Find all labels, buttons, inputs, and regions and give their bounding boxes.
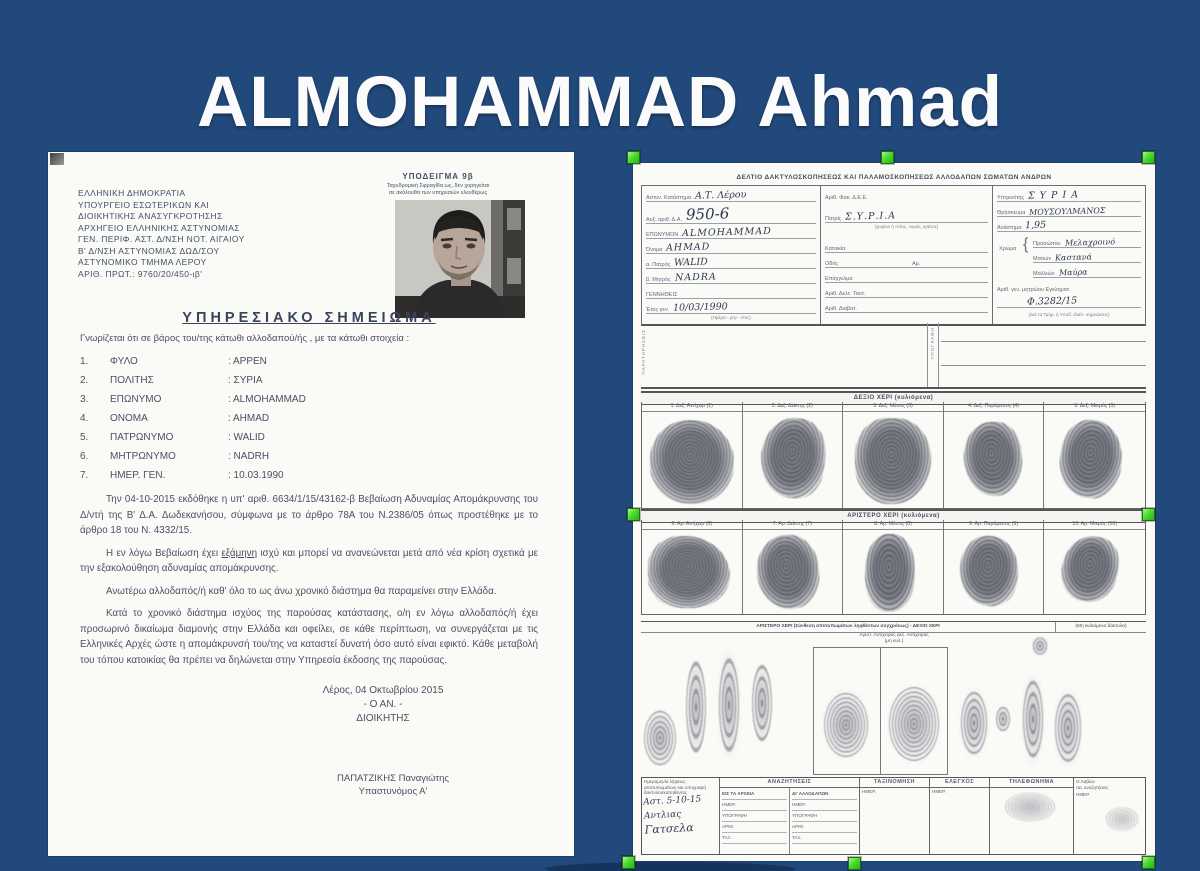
fingerprint-smudge bbox=[753, 532, 821, 611]
field-row: 7. ΗΜΕΡ. ΓΕΝ. : 10.03.1990 bbox=[80, 470, 284, 481]
selection-handle-bottom-right[interactable] bbox=[1142, 856, 1155, 869]
fingerprint-smudge bbox=[650, 420, 734, 504]
fingerprint-cell: 1. Δεξ. Αντίχειρ (1) bbox=[642, 402, 743, 508]
paragraph: Κατά το χρονικό διάστημα ισχύος της παρούσας κατάστασης, ο/η εν λόγω αλλοδαπός/ή έχει προσωρινό δικαίωμα διαμονής στην Ελλάδα και οφείλει, σε κάθε περίπτωση, να συνεργάζεται με τις Ελληνικές Αρχές ώστε η απομάκρυνσή του/της να καταστεί δυνατή όσο αυτό είναι εφικτό. Κάθε μεταβολή του τόπου κατοικίας θα πρέπει να δηλώνεται στην Υπηρεσία έκδοσης της παρούσας. bbox=[80, 608, 538, 666]
bt-col-check: ΕΛΕΓΧΟΣ ΗΜΕΡ. bbox=[930, 778, 990, 854]
ink-smudge bbox=[1104, 806, 1140, 832]
letterhead-line: ΕΛΛΗΝΙΚΗ ΔΗΜΟΚΡΑΤΙΑ bbox=[78, 188, 186, 198]
fingerprint-cell: 10. Αρ. Μικρός (10) bbox=[1044, 520, 1145, 614]
document-title: ΥΠΗΡΕΣΙΑΚΟ ΣΗΜΕΙΩΜΑ bbox=[182, 310, 436, 326]
header-col-origin: Αριθ. Φακ. Δ.Ε.Ε. Πατρίς Σ.Υ.Ρ.Ι.Α (χωρίον ή πόλις, νομός, κράτος) Κατοικία Οδός Αρ. Επάγγελμα Αριθ. Δελτ. Ταυτ. Αριθ. Διαβατ. bbox=[820, 186, 992, 324]
fingerprint-cell: 2. Δεξ. Δείκτης (2) bbox=[743, 402, 844, 508]
slap-print bbox=[1021, 673, 1045, 765]
fingerprint-card-document[interactable] bbox=[633, 163, 1155, 861]
bt-col-receiver: Ο Λαβών τας αναζητήσεις ΗΜΕΡ. bbox=[1074, 778, 1145, 854]
bt-col-searches: ΑΝΑΖΗΤΗΣΕΙΣ ΕΙΣ ΤΑ ΑΡΧΕΙΑ ΗΜΕΡ. ΥΠΟΓΡΑΦΗ ΑΡΙΘ. ΤΑΞ. ΔΙ' ΑΛΛΟΔΑΠΩΝ ΗΜΕΡ. ΥΠΟΓΡΑΦΗ ΑΡΙΘ. ΤΑΞ. bbox=[720, 778, 860, 854]
service-note-document[interactable] bbox=[48, 152, 574, 856]
portrait-photo bbox=[395, 200, 525, 318]
selection-handle-top-right[interactable] bbox=[1142, 151, 1155, 164]
field-row: 5. ΠΑΤΡΩΝΥΜΟ : WALID bbox=[80, 432, 265, 443]
band-left-hand: ΑΡΙΣΤΕΡΟ ΧΕΡΙ (κυλιόμενα) bbox=[641, 509, 1146, 523]
slap-print bbox=[751, 661, 773, 745]
slap-print bbox=[995, 705, 1011, 733]
service-note-body bbox=[80, 310, 538, 798]
slide-title: ALMOHAMMAD Ahmad bbox=[196, 63, 1004, 142]
intro-line: Γνωρίζεται ότι σε βάρος του/της κάτωθι αλλοδαπού/ής , με τα κάτωθι στοιχεία : bbox=[80, 333, 410, 344]
bottom-table bbox=[641, 777, 1146, 855]
letterhead-line: ΔΙΟΙΚΗΤΙΚΗΣ ΑΝΑΣΥΓΚΡΟΤΗΣΗΣ bbox=[78, 211, 223, 221]
fingerprint-cell: 7. Αρ. Δείκτης (7) bbox=[743, 520, 844, 614]
stamp-block bbox=[348, 172, 528, 197]
fingerprint-smudge bbox=[957, 534, 1020, 608]
paragraph: Η εν λόγω Βεβαίωση έχει εξάμηνη ισχύ και μπορεί να ανανεώνεται μετά από νέα κρίση σχετικά με την εξακολούθηση αδυναμίας απομάκρυνσης. bbox=[80, 547, 538, 574]
field-row: 4. ΟΝΟΜΑ : AHMAD bbox=[80, 413, 270, 424]
fingerprint-smudge bbox=[865, 534, 915, 612]
fingerprint-cell: 4. Δεξ. Παράμεσος (4) bbox=[944, 402, 1045, 508]
band-right-hand: ΔΕΞΙΟ ΧΕΡΙ (κυλιόμενα) bbox=[641, 391, 1146, 405]
paragraph: Την 04-10-2015 εκδόθηκε η υπ' αριθ. 6634/1/15/43162-β Βεβαίωση Αδυναμίας Απομάκρυνσης του Δ/ντή της Β' Δ.Α. Δωδεκανήσου, σύμφωνα με το άρθρο 78Α του Ν.2386/05 όπως προστέθηκε με το άρθρο 18 του Ν. 4332/15. bbox=[80, 494, 538, 536]
palm-print-area bbox=[641, 647, 1146, 773]
fingerprint-smudge bbox=[757, 415, 829, 501]
slide-decoration-arc bbox=[545, 862, 795, 871]
signature-divider: ΥΠΟΓΡΑΦΗ bbox=[927, 323, 939, 387]
stamp-title: ΥΠΟΔΕΙΓΜΑ 9β bbox=[402, 172, 474, 181]
rule-line bbox=[941, 365, 1146, 366]
paragraph: Ανωτέρω αλλοδαπός/ή καθ' όλο το ως άνω χρονικό διάστημα θα παραμείνει στην Ελλάδα. bbox=[106, 585, 497, 597]
left-thumb-box bbox=[813, 647, 881, 775]
thumb-print bbox=[822, 690, 870, 760]
selection-handle-middle-left[interactable] bbox=[627, 508, 640, 521]
slap-print bbox=[643, 709, 677, 767]
fingerprint-cell: 5. Δεξ. Μικρός (5) bbox=[1044, 402, 1145, 508]
ink-smudge bbox=[1004, 792, 1056, 822]
letterhead-line: ΥΠΟΥΡΓΕΙΟ ΕΣΩΤΕΡΙΚΩΝ ΚΑΙ bbox=[78, 199, 210, 210]
vertical-label: ΠΑΡΑΤΗΡΗΣΕΙΣ bbox=[641, 329, 646, 375]
card-title: ΔΕΛΤΙΟ ΔΑΚΤΥΛΟΣΚΟΠΗΣΕΩΣ ΚΑΙ ΠΑΛΑΜΟΣΚΟΠΗΣΕΩΣ ΑΛΛΟΔΑΠΩΝ ΣΩΜΑΤΩΝ ΑΝΔΡΩΝ bbox=[736, 174, 1052, 181]
card-header-table bbox=[641, 185, 1146, 326]
date-block: Λέρος, 04 Οκτωβρίου 2015 - Ο ΑΝ. - ΔΙΟΙΚΗΤΗΣ bbox=[322, 685, 444, 724]
thumbs-caption: Αριστ. Αντίχειρας Δεξ. Αντίχειρας (μη κυλ.) bbox=[859, 633, 929, 644]
fingerprint-cell: 9. Αρ. Παράμεσος (9) bbox=[944, 520, 1045, 614]
band-combined: ΑΡΙΣΤΕΡΟ ΧΕΡΙ (Σύνθεση αποτυπωμάτων ληφθέντων συγχρόνως) - ΔΕΞΙΟ ΧΕΡΙ (Μη κυλιόμενα δάκτυλα) bbox=[641, 621, 1146, 633]
field-row: 6. ΜΗΤΡΩΝΥΜΟ : NADRH bbox=[80, 451, 270, 462]
selection-handle-bottom-left[interactable] bbox=[622, 856, 635, 869]
letterhead-line: ΓΕΝ. ΠΕΡΙΦ. ΑΣΤ. Δ/ΝΣΗ ΝΟΤ. ΑΙΓΑΙΟΥ bbox=[78, 234, 245, 244]
selection-handle-top-left[interactable] bbox=[627, 151, 640, 164]
slap-print bbox=[685, 657, 707, 757]
fingerprint-row-right-hand bbox=[641, 402, 1146, 509]
bt-col-signature: Ημερομηνία λήψεως αποτυπωμάτων και υπογραφή δακτυλοσκοπηθέντος Αστ. 5-10-15 Αντλιας Γατσελα bbox=[642, 778, 720, 854]
slap-print bbox=[1053, 689, 1083, 767]
bt-col-phone: ΤΗΛΕΦΩΝΗΜΑ bbox=[990, 778, 1074, 854]
handwritten-signature: Αστ. 5-10-15 Αντλιας Γατσελα bbox=[643, 794, 702, 837]
fingerprint-smudge bbox=[1055, 416, 1127, 502]
letterhead-line: Β' Δ/ΝΣΗ ΑΣΤΥΝΟΜΙΑΣ ΔΩΔ/ΣΟΥ bbox=[78, 245, 220, 256]
fingerprint-row-left-hand bbox=[641, 520, 1146, 615]
letterhead-line: ΑΣΤΥΝΟΜΙΚΟ ΤΜΗΜΑ ΛΕΡΟΥ bbox=[78, 257, 207, 267]
scan-corner-artifact bbox=[50, 153, 64, 165]
rule-line bbox=[941, 341, 1146, 342]
observations-section bbox=[641, 323, 1146, 389]
stamp-note: Ταχυδρομική Σφραγίδα ως, δεν χορηγείται σε ακόλουθα των υπηρεσιών ελευθέρως bbox=[386, 183, 490, 196]
thumb-print bbox=[887, 684, 941, 764]
slap-print bbox=[959, 687, 989, 759]
letterhead-line: ΑΡΧΗΓΕΙΟ ΕΛΛΗΝΙΚΗΣ ΑΣΤΥΝΟΜΙΑΣ bbox=[78, 222, 240, 233]
letterhead-line: ΑΡΙΘ. ΠΡΩΤ.: 9760/20/450-ιβ' bbox=[78, 268, 203, 279]
fingerprint-smudge bbox=[1057, 532, 1124, 607]
selection-handle-top-center[interactable] bbox=[881, 151, 894, 164]
fingerprint-cell: 6. Αρ. Αντίχειρ (6) bbox=[642, 520, 743, 614]
field-row: 2. ΠΟΛΙΤΗΣ : ΣΥΡΙΑ bbox=[80, 375, 263, 386]
right-thumb-box bbox=[880, 647, 948, 775]
slap-print bbox=[717, 649, 741, 761]
fingerprint-cell: 3. Δεξ. Μέσος (3) bbox=[843, 402, 944, 508]
letterhead bbox=[78, 188, 245, 280]
signature-block: ΠΑΠΑΤΖΙΚΗΣ Παναγιώτης Υπαστυνόμος Α' bbox=[337, 773, 449, 797]
fingerprint-cell: 8. Αρ. Μέσος (8) bbox=[843, 520, 944, 614]
fingerprint-smudge bbox=[648, 536, 730, 608]
field-row: 1. ΦΥΛΟ : ΑΡΡΕΝ bbox=[80, 356, 267, 367]
header-col-description: Υπηκοότης Σ Υ Ρ Ι Α Θρήσκευμα ΜΟΥΣΟΥΛΜΑΝΟΣ Ανάστημα 1,95 Χρώμα { Προσώπου Μελαχροινό Ματιών Καστανά Μαλλιών Μαύρα Αριθ. γεν. μητρώου Εγκληματ. Φ.3282/15 (Διά τα Τμήμ. ή Υποδ. ιδιαίτ. σημειώσεις) bbox=[992, 186, 1145, 324]
selection-handle-bottom-center[interactable] bbox=[848, 857, 861, 870]
slap-print bbox=[1031, 635, 1049, 657]
fingerprint-smudge bbox=[855, 418, 931, 504]
header-col-identity: Αστυν. Κατάστημα Α.Τ. Λέρου Αυξ. αριθ. Δ.Α. 950-6 ΕΠΩΝΥΜΟΝ ALMOHAMMAD Όνομα AHMAD α. Πατρός WALID β. Μητρός NADRA ΓΕΝΝΗΘΕΙΣ Έτος γεν. 10/03/1990 (Ημέρα - μην - έτος) bbox=[642, 186, 820, 324]
selection-handle-middle-right[interactable] bbox=[1142, 508, 1155, 521]
fingerprint-smudge bbox=[961, 420, 1024, 498]
field-row: 3. ΕΠΩΝΥΜΟ : ALMOHAMMAD bbox=[80, 394, 306, 405]
bt-col-classification: ΤΑΞΙΝΟΜΗΣΗ ΗΜΕΡ. bbox=[860, 778, 930, 854]
